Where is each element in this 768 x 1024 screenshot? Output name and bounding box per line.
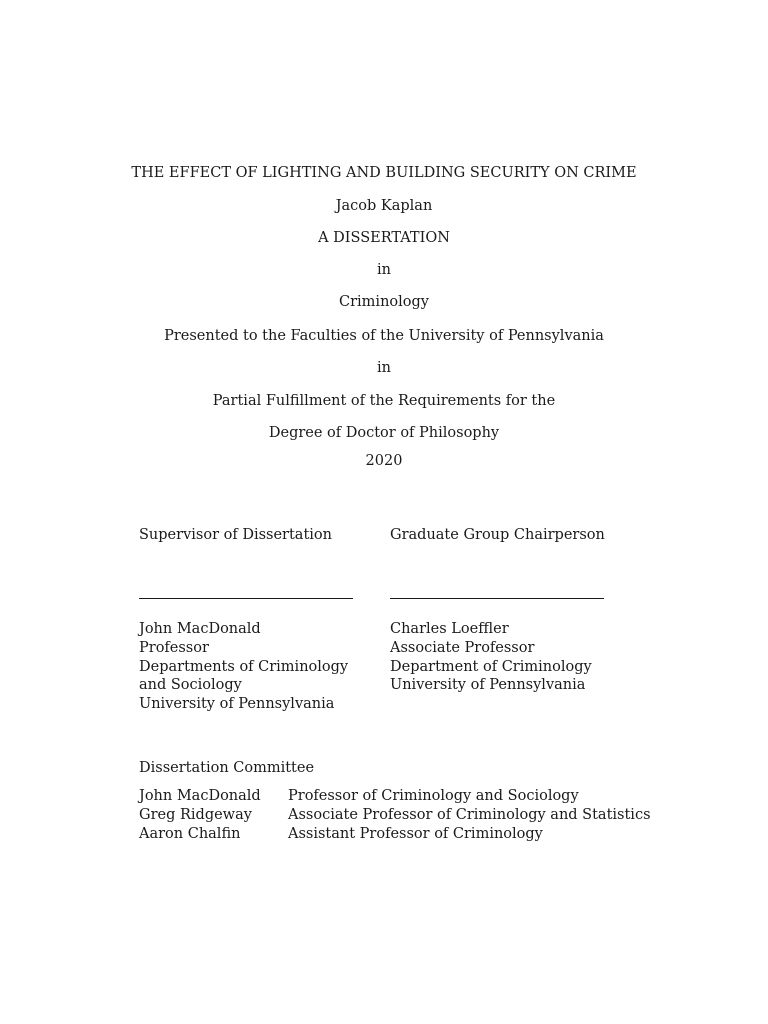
- committee-titles: [288, 787, 651, 843]
- document-type: A DISSERTATION: [318, 230, 450, 246]
- supervisor-department: Departments of Criminology: [139, 658, 349, 675]
- chairperson-name: Charles Loeffler: [390, 621, 509, 637]
- author-name: Jacob Kaplan: [335, 198, 433, 214]
- committee-member-name: Aaron Chalfin: [139, 825, 241, 842]
- chairperson-department: Department of Criminology: [390, 658, 592, 675]
- in-text-2: in: [377, 360, 391, 376]
- chairperson-rank: Associate Professor: [390, 639, 535, 656]
- chairperson-heading: Graduate Group Chairperson: [390, 527, 605, 543]
- chairperson-university: University of Pennsylvania: [390, 677, 586, 694]
- supervisor-name: John MacDonald: [139, 621, 261, 637]
- committee-member-name: John MacDonald: [139, 788, 261, 804]
- committee-member-name: Greg Ridgeway: [139, 806, 252, 823]
- supervisor-heading: Supervisor of Dissertation: [139, 527, 332, 543]
- supervisor-signature-line: [139, 598, 353, 599]
- committee-member-title: Professor of Criminology and Sociology: [288, 788, 579, 804]
- fulfillment-statement: Partial Fulfillment of the Requirements for the: [212, 393, 556, 409]
- supervisor-department-cont: and Sociology: [139, 677, 242, 694]
- presented-to: Presented to the Faculties of the University of Pennsylvania: [164, 328, 604, 344]
- chairperson-details: [390, 620, 592, 695]
- chairperson-signature-line: [390, 598, 604, 599]
- degree-name: Degree of Doctor of Philosophy: [268, 425, 500, 441]
- degree-year: 2020: [365, 453, 403, 469]
- field-of-study: Criminology: [339, 294, 429, 310]
- in-text-1: in: [377, 262, 391, 278]
- supervisor-details: [139, 620, 348, 714]
- supervisor-rank: Professor: [139, 639, 209, 656]
- dissertation-title: THE EFFECT OF LIGHTING AND BUILDING SECURITY ON CRIME: [131, 165, 637, 181]
- committee-heading: Dissertation Committee: [139, 760, 315, 776]
- committee-member-title: Assistant Professor of Criminology: [288, 825, 543, 842]
- supervisor-university: University of Pennsylvania: [139, 696, 335, 713]
- committee-member-title: Associate Professor of Criminology and Statistics: [288, 806, 651, 823]
- committee-names: [139, 787, 261, 843]
